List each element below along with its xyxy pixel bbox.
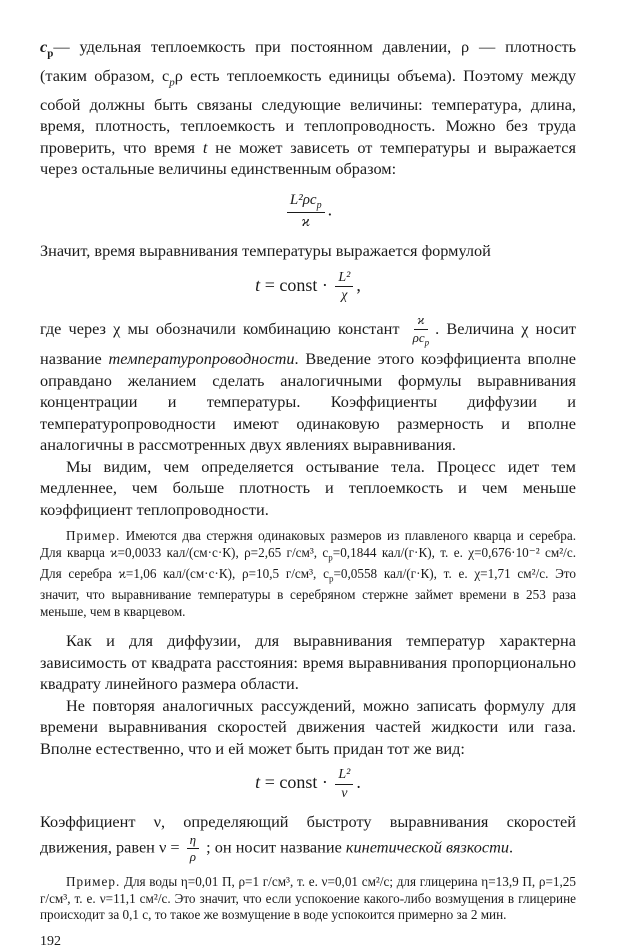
paragraph-formula-intro: Значит, время выравнивания температуры выражается формулой [40, 241, 491, 260]
example-water-glycerin: Пример. Для воды η=0,01 П, ρ=1 г/см³, т. е. ν=0,01 см²/с; для глицерина η=13,9 П, ρ=1,25 г/см³, т. е. ν=11,1 см²/с. Это значит, что если успокоение какого-либо возмущения в глицерине происходит за 0,1 с, то такое же возмущение в воде успокоится примерно за 2 мин. [40, 874, 576, 923]
formula-time-expression: $\frac{L^2\rho c_p}{ϰ}$ . [40, 192, 576, 231]
paragraph-velocity-equalization: Не повторяя аналогичных рассуждений, можно записать формулу для времени выравнивания скоростей движения частей жидкости или газа. Вполне естественно, что и ей может быть придан тот же вид: [40, 695, 576, 758]
paragraph-diffusion-analogy: Как и для диффузии, для выравнивания температур характерна зависимость от квадрата расстояния: время выравнивания пропорционально квадрату линейного размера области. [40, 631, 576, 694]
page-number: 192 [40, 933, 61, 949]
paragraph-cp-definition: $c_p—$ удельная теплоемкость при постоянном давлении, ρ — плотность (таким образом, $c_p\rho$ есть теплоемкость единицы объема). Поэтому между собой должны быть связаны следующие величины: температура, длина, время, плотность, теплоемкость и теплопроводность. Можно без труда проверить, что время t не может зависеть от температуры и выражается через остальные величины единственным образом: [40, 37, 576, 178]
cp-symbol: c [40, 37, 48, 56]
paragraph-kinematic-viscosity: Коэффициент ν, определяющий быстроту выравнивания скоростей движения, равен ν = $\frac{\eta}{\rho}$ ; он носит название кинетической вязкости. [40, 812, 576, 864]
term-temperature-conductivity: температуропроводности [108, 349, 295, 369]
example-quartz-silver: Пример. Имеются два стержня одинаковых размеров из плавленого кварца и серебра. Для кварца ϰ=0,0033 кал/(см·с·К), ρ=2,65 г/см³, $c_p=0,1844$ кал/(г·К), т. е. χ=0,676·10⁻² см²/с. Для серебра ϰ=1,06 кал/(см·с·К), ρ=10,5 г/см³, $c_p=0,0558$ кал/(г·К), т. е. χ=1,71 см²/с. Это значит, что выравнивание температуры в серебряном стержне займет времени в 253 раза меньше, чем в кварцевом. [40, 528, 576, 619]
page-content [40, 36, 576, 950]
paragraph-thermal-diffusivity: где через χ мы обозначили комбинацию констант $\frac{ϰ}{\rho c_p}$ . Величина χ носит название температуропроводности. Введение этого коэффициента вполне оправдано желанием сделать аналогичными формулы выравнивания концентрации и температуры. Коэффициенты диффузии и температуропроводности имеют одинаковую размерность и вполне аналогичны в рассмотренных двух явлениях выравнивания. [40, 312, 577, 455]
formula-t-nu: t = const · $\frac{\text{L²}}{\nu}$ . [255, 767, 361, 801]
term-kinematic-viscosity: кинетической вязкости [345, 837, 510, 857]
paragraph-cooling: Мы видим, чем определяется остывание тела. Процесс идет тем медленнее, чем больше плотность и теплоемкость и чем меньше коэффициент теплопроводности. [40, 456, 576, 519]
formula-t-chi: t = const · $\frac{\text{L²}}{\chi}$ , [255, 269, 361, 303]
